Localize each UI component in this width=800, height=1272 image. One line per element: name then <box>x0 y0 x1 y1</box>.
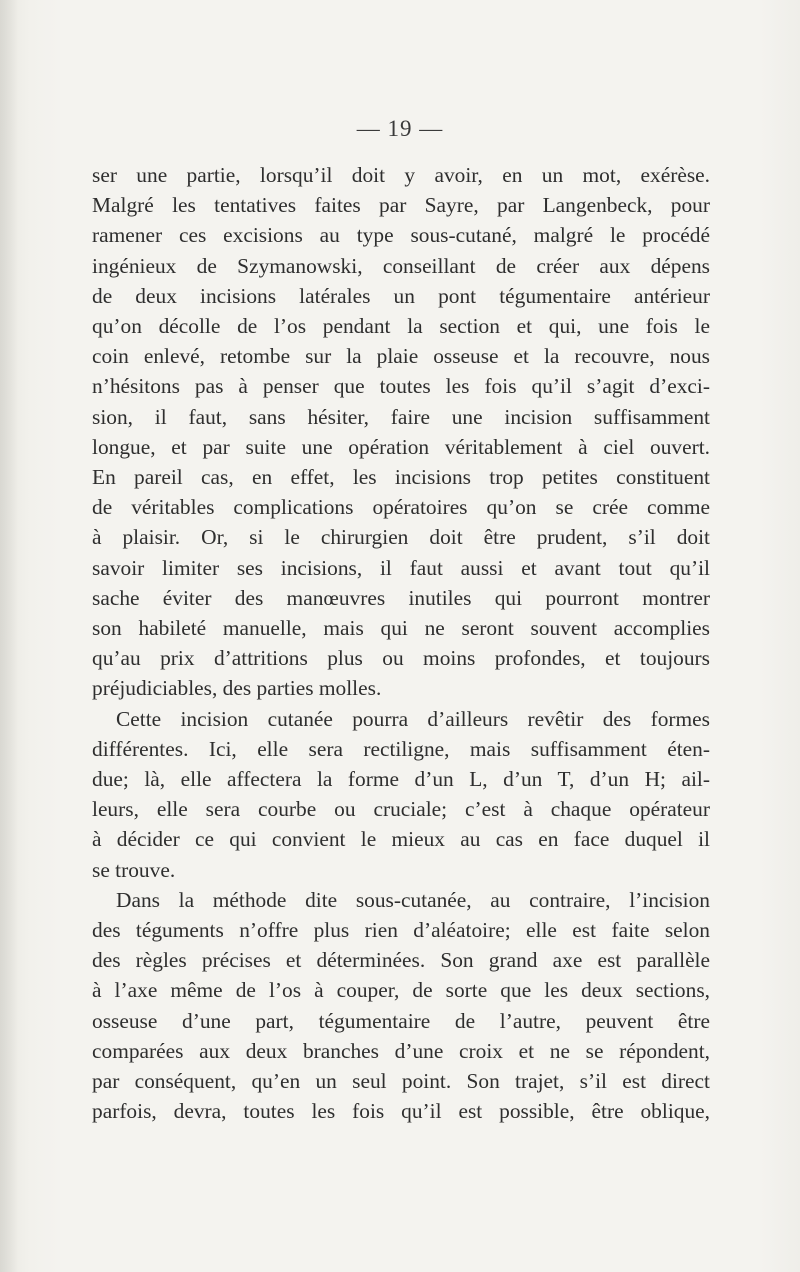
text-line: En pareil cas, en effet, les incisions trop petites constituent <box>92 465 710 490</box>
text-line: Dans la méthode dite sous-cutanée, au contraire, l’incision <box>116 887 710 912</box>
text-line: des règles précises et déterminées. Son grand axe est parallèle <box>92 948 710 973</box>
text-line: coin enlevé, retombe sur la plaie osseuse et la recouvre, nous <box>92 344 710 369</box>
paragraph-3 <box>92 885 710 1127</box>
text-line: ingénieux de Szymanowski, conseillant de créer aux dépens <box>92 253 710 278</box>
text-line: sion, il faut, sans hésiter, faire une incision suffisamment <box>92 404 710 429</box>
text-line: longue, et par suite une opération véritablement à ciel ouvert. <box>92 434 710 459</box>
text-line: sache éviter des manœuvres inutiles qui pourront montrer <box>92 585 710 610</box>
paragraph-2 <box>92 704 710 885</box>
page-number: — 19 — <box>356 116 444 141</box>
page-binding-shadow <box>0 0 18 1272</box>
text-line: Cette incision cutanée pourra d’ailleurs revêtir des formes <box>116 706 710 731</box>
text-line: comparées aux deux branches d’une croix et ne se répondent, <box>92 1038 710 1063</box>
text-line: son habileté manuelle, mais qui ne seront souvent accomplies <box>92 616 710 641</box>
text-line: qu’on décolle de l’os pendant la section et qui, une fois le <box>92 314 710 339</box>
text-line: de véritables complications opératoires qu’on se crée comme <box>92 495 710 520</box>
text-line: due; là, elle affectera la forme d’un L, d’un T, d’un H; ail- <box>92 767 710 792</box>
text-line: se trouve. <box>92 857 176 882</box>
text-line: des téguments n’offre plus rien d’aléatoire; elle est faite selon <box>92 918 710 943</box>
body-text <box>92 160 710 1127</box>
text-line: à plaisir. Or, si le chirurgien doit être prudent, s’il doit <box>92 525 710 550</box>
paragraph-1 <box>92 160 710 704</box>
text-line: de deux incisions latérales un pont tégumentaire antérieur <box>92 283 710 308</box>
text-line: parfois, devra, toutes les fois qu’il est possible, être oblique, <box>92 1099 710 1124</box>
text-line: ramener ces excisions au type sous-cutané, malgré le procédé <box>92 223 710 248</box>
text-line: n’hésitons pas à penser que toutes les fois qu’il s’agit d’exci- <box>92 374 710 399</box>
text-line: préjudiciables, des parties molles. <box>92 676 382 701</box>
text-line: savoir limiter ses incisions, il faut aussi et avant tout qu’il <box>92 555 710 580</box>
text-line: par conséquent, qu’en un seul point. Son trajet, s’il est direct <box>92 1069 710 1094</box>
text-line: qu’au prix d’attritions plus ou moins profondes, et toujours <box>92 646 710 671</box>
text-line: à l’axe même de l’os à couper, de sorte que les deux sections, <box>92 978 710 1003</box>
text-line: à décider ce qui convient le mieux au cas en face duquel il <box>92 827 710 852</box>
text-line: Malgré les tentatives faites par Sayre, par Langenbeck, pour <box>92 193 710 218</box>
text-line: leurs, elle sera courbe ou cruciale; c’est à chaque opérateur <box>92 797 710 822</box>
text-line: différentes. Ici, elle sera rectiligne, mais suffisamment éten- <box>92 736 710 761</box>
text-line: ser une partie, lorsqu’il doit y avoir, en un mot, exérèse. <box>92 163 710 187</box>
text-line: osseuse d’une part, tégumentaire de l’autre, peuvent être <box>92 1008 710 1033</box>
